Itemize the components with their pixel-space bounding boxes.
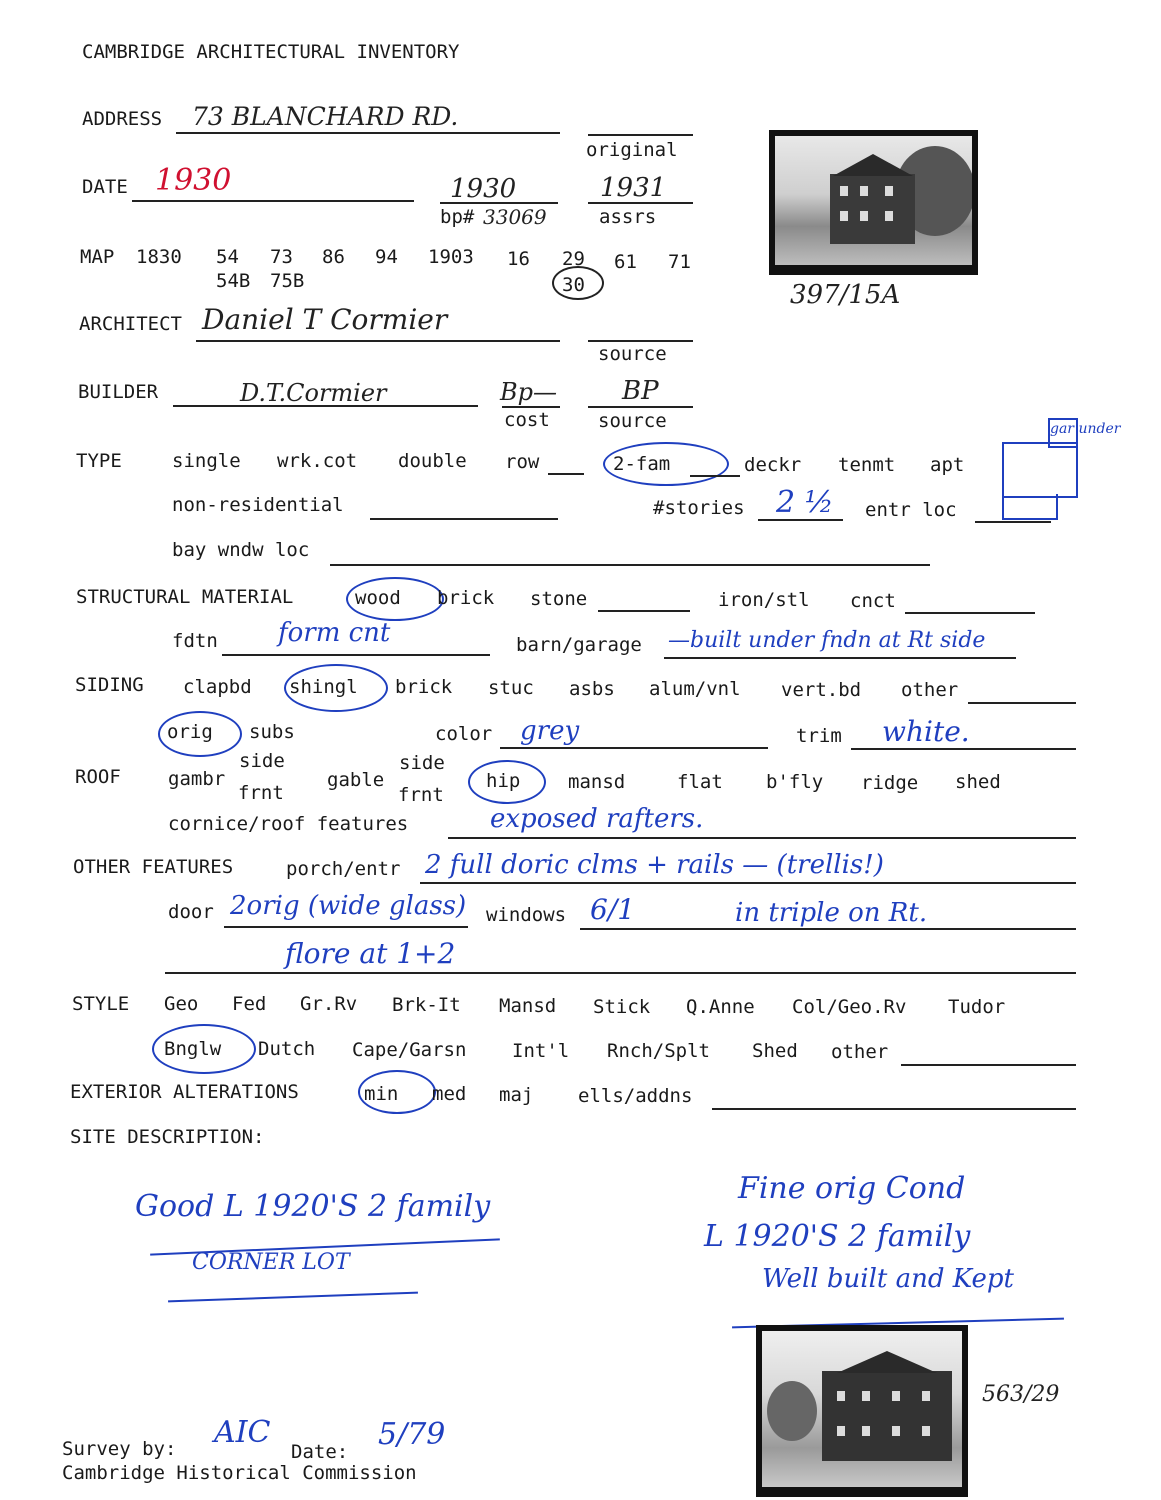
siding-clapbd: clapbd [183,676,252,698]
type-2-fam-line [690,475,740,477]
alter-min-circle [358,1070,436,1114]
site-left-1: Good L 1920'S 2 family [135,1189,491,1224]
site-right-2: L 1920'S 2 family [704,1219,971,1254]
color-line [500,747,768,749]
entr-loc-line [975,521,1051,523]
roof-hip: hip [486,770,521,792]
roof-hip-circle [468,760,546,804]
original-label: original [586,139,678,161]
type-2-fam: 2-fam [613,453,671,475]
style-rnch: Rnch/Splt [607,1040,710,1062]
map-73: 73 [270,246,293,268]
style-colgeorv: Col/Geo.Rv [792,996,907,1018]
style-bnglw: Bnglw [164,1038,222,1060]
siding-shingl-circle [284,664,388,712]
date-line [132,200,414,202]
footprint-sketch [1002,442,1078,498]
date-value: 1930 [155,163,232,198]
stories-value: 2 ½ [776,485,834,520]
windows-value: 6/1 [590,893,636,926]
door-line [224,926,468,928]
color-value: grey [520,716,580,746]
orig-label: orig [167,721,213,743]
map-label: MAP [80,246,115,268]
door-value: 2orig (wide glass) [230,891,467,921]
map-86: 86 [322,246,345,268]
type-single: single [172,450,241,472]
roof-gambr-frnt: frnt [238,782,284,804]
roof-ridge: ridge [861,772,919,794]
struct-iron: iron/stl [718,589,810,611]
original-line [588,134,693,136]
builder-source-label: source [598,410,667,432]
architect-label: ARCHITECT [79,313,182,335]
assrs-value: 1931 [600,173,667,203]
trim-line [851,748,1076,750]
cost-value: Bp— [500,378,557,406]
map-94: 94 [375,246,398,268]
trim-value: white. [882,715,970,748]
windows-line [580,928,1076,930]
alter-ells: ells/addns [578,1085,693,1107]
barn-label: barn/garage [516,634,642,656]
roof-mansd: mansd [568,771,626,793]
style-tudor: Tudor [948,996,1006,1018]
entr-loc-label: entr loc [865,499,957,521]
map-30: 30 [562,274,585,296]
windows-note-2: flore at 1+2 [285,937,456,970]
photo-2-caption: 563/29 [982,1382,1060,1407]
map-71: 71 [668,251,691,273]
siding-stuc: stuc [488,677,534,699]
windows-line-2 [165,972,1076,974]
form-title: CAMBRIDGE ARCHITECTURAL INVENTORY [82,41,460,63]
style-grrv: Gr.Rv [300,993,358,1015]
builder-value: D.T.Cormier [240,379,387,407]
style-shed: Shed [752,1040,798,1062]
type-tenmt: tenmt [838,454,896,476]
roof-gable-frnt: frnt [398,784,444,806]
architect-line [196,340,560,342]
map-16: 16 [507,248,530,270]
barn-value: —built under fndn at Rt side [668,628,986,653]
alter-med: med [432,1083,467,1105]
fdtn-label: fdtn [172,630,218,652]
alter-min: min [364,1083,399,1105]
style-label: STYLE [72,993,130,1015]
cornice-value: exposed rafters. [490,804,704,834]
type-apt: apt [930,454,965,476]
style-fed: Fed [232,993,267,1015]
roof-gable: gable [327,769,385,791]
siding-label: SIDING [75,674,144,696]
map-29: 29 [562,248,585,270]
struct-wood-circle [346,577,444,621]
roof-label: ROOF [75,766,121,788]
builder-source-line [588,406,693,408]
cornice-line [448,837,1076,839]
map-54: 54 [216,246,239,268]
architect-source-line [588,340,693,342]
roof-flat: flat [677,771,723,793]
siding-vert: vert.bd [781,679,862,701]
architect-value: Daniel T Cormier [202,303,448,336]
windows-label: windows [486,904,567,926]
map-75b: 75B [270,270,305,292]
style-other-line [901,1064,1076,1066]
map-30-circle [552,266,604,300]
cornice-label: cornice/roof features [168,813,409,835]
cost-line [502,406,560,408]
address-label: ADDRESS [82,108,163,130]
bp-label: bp# [440,206,475,228]
type-note: gar under [1050,421,1121,437]
survey-value: AIC [214,1415,271,1450]
builder-label: BUILDER [78,381,159,403]
siding-brick: brick [395,676,453,698]
porch-line [420,882,1076,884]
map-61: 61 [614,251,637,273]
orig-circle [158,711,242,757]
alter-ells-line [712,1108,1076,1110]
fdtn-value: form cnt [278,618,391,648]
assrs-label: assrs [599,206,657,228]
subs-label: subs [249,721,295,743]
bp-value: 33069 [483,205,547,229]
porch-value: 2 full doric clms + rails — (trellis!) [425,850,884,880]
siding-other-line [968,702,1076,704]
nonres-line [370,518,558,520]
site-right-1: Fine orig Cond [738,1171,966,1206]
commission-label: Cambridge Historical Commission [62,1462,417,1484]
building-photo-1 [769,130,978,275]
barn-line [664,657,1016,659]
style-dutch: Dutch [258,1038,316,1060]
roof-gambr-side: side [239,750,285,772]
photo-1-caption: 397/15A [790,280,901,310]
type-deckr: deckr [744,454,802,476]
entry-sketch [1002,494,1058,520]
style-other: other [831,1041,889,1063]
cnct-line [905,612,1035,614]
address-line [176,132,560,134]
struct-cnct: cnct [850,590,896,612]
date-bp-value: 1930 [450,174,517,204]
survey-date-value: 5/79 [378,1417,446,1452]
style-stick: Stick [593,996,651,1018]
site-label: SITE DESCRIPTION: [70,1126,265,1148]
roof-gambr: gambr [168,768,226,790]
site-left-underline-2 [168,1292,418,1303]
type-double: double [398,450,467,472]
trim-label: trim [796,725,842,747]
nonres-label: non-residential [172,494,344,516]
type-row: row [505,451,540,473]
porch-label: porch/entr [286,858,401,880]
alter-label: EXTERIOR ALTERATIONS [70,1081,299,1103]
struct-wood: wood [355,587,401,609]
roof-shed: shed [955,771,1001,793]
bay-line [330,564,930,566]
type-wrk-cot: wrk.cot [277,450,358,472]
style-mansd: Mansd [499,995,557,1017]
type-row-line [548,473,584,475]
date-label: DATE [82,176,128,198]
survey-label: Survey by: [62,1438,177,1460]
architect-source-label: source [598,343,667,365]
style-geo: Geo [164,993,199,1015]
type-2-fam-circle [603,442,729,486]
siding-shingl: shingl [289,676,358,698]
siding-asbs: asbs [569,678,615,700]
building-photo-2 [756,1325,968,1497]
address-value: 73 BLANCHARD RD. [192,102,459,131]
door-label: door [168,901,214,923]
site-left-2: CORNER LOT [192,1250,350,1275]
stories-label: #stories [653,497,745,519]
roof-gable-side: side [399,752,445,774]
struct-label: STRUCTURAL MATERIAL [76,586,294,608]
style-bnglw-circle [152,1024,256,1074]
style-qanne: Q.Anne [686,996,755,1018]
map-54b: 54B [216,270,251,292]
roof-bfly: b'fly [766,771,824,793]
map-1903: 1903 [428,246,474,268]
other-features-label: OTHER FEATURES [73,856,234,878]
windows-note: in triple on Rt. [735,898,928,928]
style-intl: Int'l [512,1040,570,1062]
cost-label: cost [504,409,550,431]
style-cape: Cape/Garsn [352,1039,467,1061]
bay-label: bay wndw loc [172,539,310,561]
map-1830: 1830 [136,246,182,268]
stone-line [598,610,690,612]
type-label: TYPE [76,450,122,472]
siding-alum: alum/vnl [649,678,741,700]
survey-date-label: Date: [291,1441,349,1463]
style-brkit: Brk-It [392,994,461,1016]
site-right-3: Well built and Kept [762,1264,1014,1294]
builder-source-value: BP [622,376,659,406]
struct-brick: brick [437,587,495,609]
siding-other: other [901,679,959,701]
color-label: color [435,723,493,745]
struct-stone: stone [530,588,588,610]
fdtn-line [222,654,490,656]
alter-maj: maj [499,1084,534,1106]
